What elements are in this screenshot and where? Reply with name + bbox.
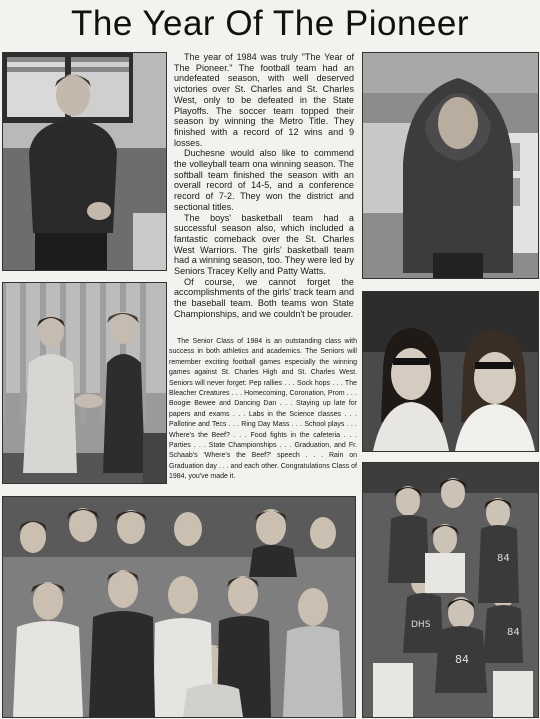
jersey-number-2: 84 [507, 627, 520, 638]
article-paragraph: Duchesne would also like to commend the volleyball team ona winning season. The softball team finished the season with an overall record of 14-5, and a conference record of 7-2. They won the district and sectional titles. [174, 148, 354, 212]
photo-student-sweater [2, 52, 167, 271]
senior-note-text: The Senior Class of 1984 is an outstanding class with success in both athletics and academics. The Seniors will remember exciting football games especially the winning games against St. Charles High and St. Charles West. Seniors will never forget: Pep rallies . . . Sock hops . . . The Bleacher Creatures . . . Homecoming, Coronation, Prom . . . Boogie Bewee and Dancing Dan . . . Staying up late for papers and exams . . . Labs in the Science classes . . . Pallotine and Tecs . . . Ring Day Mass . . . School plays . . . Where's the Beef? . . . Food fights in the cafeteria . . . Parties . . . State Championships . . . Graduation, and Fr. Schaab's 'Where's the Beef?' speech . . . Rain on Graduation day . . . and each other. Congratulations Class of 1984, you've made it. [169, 338, 357, 481]
article-body [174, 52, 354, 320]
senior-class-note [169, 337, 357, 483]
article-paragraph: Of course, we cannot forget the accomplishments of the girls' track team and the baseball team. Both teams won State Championships, and we couldn't be prouder. [174, 276, 354, 319]
jersey-letters: DHS [411, 620, 431, 630]
photo-student-hoodie [362, 52, 539, 279]
article-paragraph: The boys' basketball team had a successful season also, which included a fantastic comeback over the St. Charles West Warriors. The girls' basketball team had a winning season, too. They were led by Seniors Tracey Kelly and Patty Watts. [174, 212, 354, 277]
photo-cheerleaders [362, 462, 539, 718]
jersey-number-3: 84 [455, 653, 469, 666]
photo-award-handshake [2, 282, 167, 484]
photo-crowd-stands [2, 496, 356, 718]
page-title: The Year Of The Pioneer [70, 4, 470, 43]
jersey-number-1: 84 [497, 553, 510, 564]
photo-two-girls [362, 291, 539, 452]
article-paragraph: The year of 1984 was truly "The Year of The Pioneer." The football team had an undefeated season, with well deserved victories over St. Charles and St. Charles West, only to be defeated in the State Playoffs. The soccer team topped their season by winning the Metro Title. They finished with a record of 12 wins and 9 losses. [174, 52, 354, 148]
